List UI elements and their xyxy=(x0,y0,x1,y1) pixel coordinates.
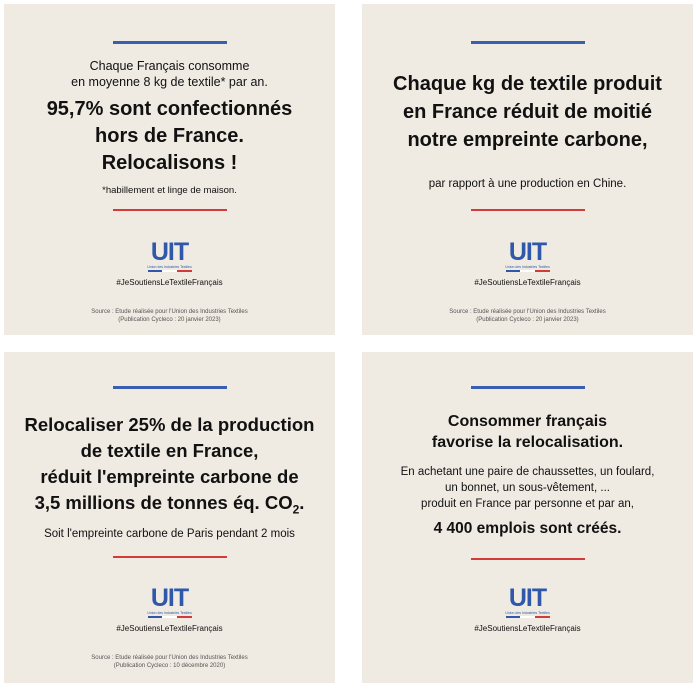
blue-rule xyxy=(471,386,585,389)
logo-subtitle: Union des Industries Textiles xyxy=(147,265,192,269)
intro-line-1: Chaque Français consomme xyxy=(89,59,250,73)
card-3 xyxy=(4,352,335,683)
headline-line-4-end: . xyxy=(299,492,305,513)
logo-tricolor-bar xyxy=(506,616,550,618)
body-line-3: produit en France par personne et par an, xyxy=(421,498,634,510)
uit-logo xyxy=(503,586,553,626)
logo-tricolor-bar xyxy=(506,270,550,272)
headline-line-1: Consommer français xyxy=(447,413,608,430)
source-line-1: Source : Etude réalisée pour l'Union des Industries Textiles xyxy=(91,655,248,661)
red-rule xyxy=(471,558,585,560)
source-line-1: Source : Etude réalisée pour l'Union des Industries Textiles xyxy=(91,309,248,315)
headline-line-3: réduit l'empreinte carbone de xyxy=(40,466,299,487)
uit-logo xyxy=(503,240,553,280)
logo-letters: UIT xyxy=(150,584,189,612)
card-4 xyxy=(362,352,693,683)
hashtag[interactable]: #JeSoutiensLeTextileFrançais xyxy=(474,278,581,287)
uit-logo xyxy=(145,586,195,626)
headline-line-4-text: 3,5 millions de tonnes éq. CO xyxy=(34,492,293,513)
headline-line-1: 95,7% sont confectionnés xyxy=(46,98,293,120)
blue-rule xyxy=(471,41,585,44)
source-line-2: (Publication Cycleco : 20 janvier 2023) xyxy=(476,317,579,323)
headline-line-4 xyxy=(4,490,335,523)
subtext: Soit l'empreinte carbone de Paris pendant 2 mois xyxy=(44,528,295,540)
headline-line-2: favorise la relocalisation. xyxy=(431,434,624,451)
hashtag[interactable]: #JeSoutiensLeTextileFrançais xyxy=(116,278,223,287)
blue-rule xyxy=(113,386,227,389)
logo-letters: UIT xyxy=(508,584,547,612)
logo-subtitle: Union des Industries Textiles xyxy=(505,265,550,269)
headline-line-2: de textile en France, xyxy=(80,440,259,461)
footnote: *habillement et linge de maison. xyxy=(102,185,237,196)
card-1 xyxy=(4,4,335,335)
logo-tricolor-bar xyxy=(148,616,192,618)
red-rule xyxy=(471,209,585,211)
headline-line-3: notre empreinte carbone, xyxy=(407,129,648,151)
red-rule xyxy=(113,556,227,558)
source-line-1: Source : Etude réalisée pour l'Union des Industries Textiles xyxy=(449,309,606,315)
logo-letters: UIT xyxy=(150,238,189,266)
logo-subtitle: Union des Industries Textiles xyxy=(147,611,192,615)
logo-tricolor-bar xyxy=(148,270,192,272)
headline-line-3: Relocalisons ! xyxy=(101,152,238,174)
headline-line-2: en France réduit de moitié xyxy=(403,101,652,123)
logo-letters: UIT xyxy=(508,238,547,266)
subtext: par rapport à une production en Chine. xyxy=(428,178,627,190)
emphasis: 4 400 emplois sont créés. xyxy=(433,520,622,537)
source-line-2: (Publication Cycleco : 10 décembre 2020) xyxy=(113,663,226,669)
red-rule xyxy=(113,209,227,211)
headline-line-1: Chaque kg de textile produit xyxy=(393,73,662,95)
body-line-2: un bonnet, un sous-vêtement, ... xyxy=(445,482,610,494)
card-2 xyxy=(362,4,693,335)
uit-logo xyxy=(145,240,195,280)
headline-line-2: hors de France. xyxy=(95,125,244,147)
headline-line-1: Relocaliser 25% de la production xyxy=(24,414,315,435)
co2-subscript: 2 xyxy=(292,502,300,517)
intro-line-2: en moyenne 8 kg de textile* par an. xyxy=(71,75,268,89)
logo-subtitle: Union des Industries Textiles xyxy=(505,611,550,615)
blue-rule xyxy=(113,41,227,44)
source-line-2: (Publication Cycleco : 20 janvier 2023) xyxy=(118,317,221,323)
hashtag[interactable]: #JeSoutiensLeTextileFrançais xyxy=(116,624,223,633)
body-line-1: En achetant une paire de chaussettes, un foulard, xyxy=(400,466,655,478)
hashtag[interactable]: #JeSoutiensLeTextileFrançais xyxy=(474,624,581,633)
